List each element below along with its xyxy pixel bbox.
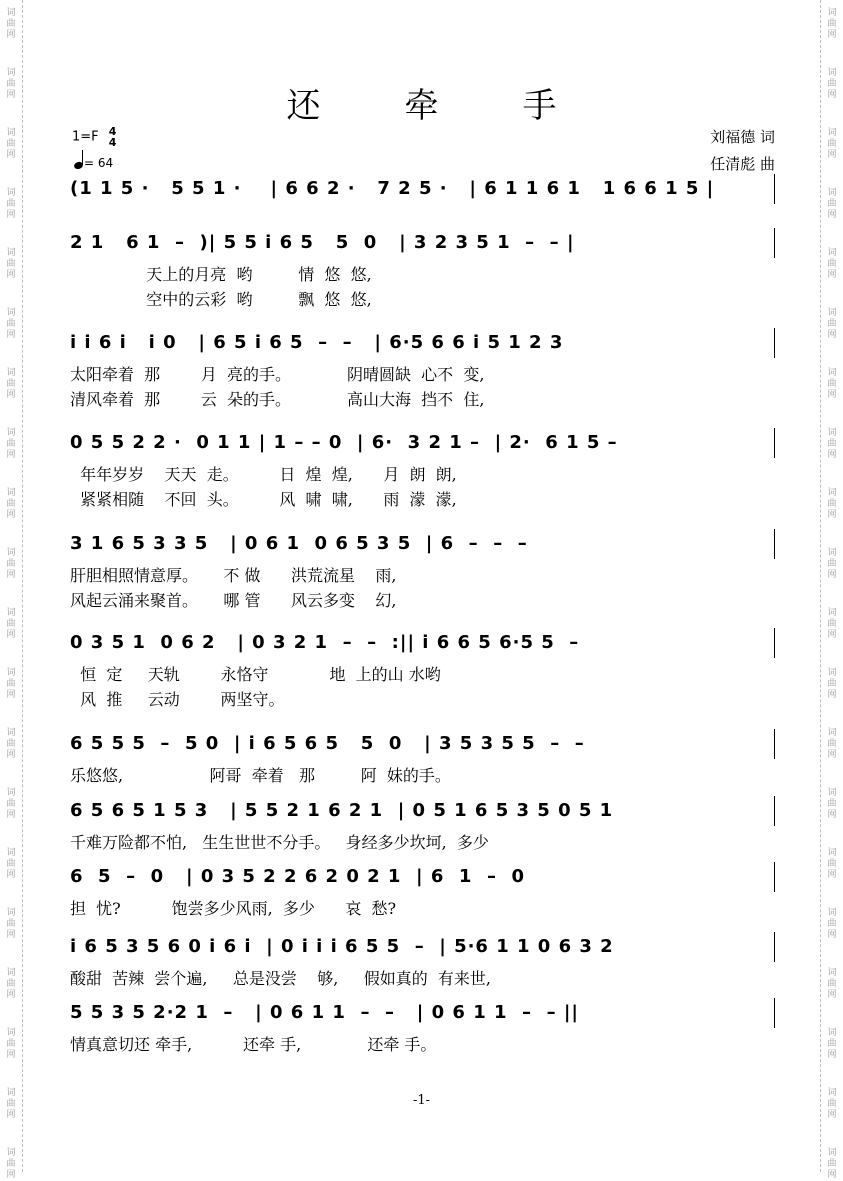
bar-line (774, 628, 775, 658)
bar-line (774, 328, 775, 358)
key-label: 1=F (72, 129, 99, 145)
watermark-text: 词 曲 网 (6, 788, 16, 820)
watermark-text: 词 曲 网 (827, 428, 837, 460)
bar-line (774, 729, 775, 759)
watermark-text: 词 曲 网 (827, 848, 837, 880)
notation-line: i 6 5 3 5 6 0 i 6 i | 0 i i i 6 5 5 – | 5·6 1 1 0 6 3 2 (70, 936, 614, 957)
watermark-text: 词 曲 网 (827, 1088, 837, 1120)
bar-line (774, 998, 775, 1028)
notation-line: 0 3 5 1 0 6 2 | 0 3 2 1 – – :|| i 6 6 5 6·5 5 – (70, 632, 580, 653)
tempo-value: = 64 (84, 156, 114, 170)
watermark-text: 词 曲 网 (6, 188, 16, 220)
note-stem (82, 150, 83, 165)
watermark-text: 词 曲 网 (827, 128, 837, 160)
composer: 任清彪 曲 (710, 155, 775, 173)
watermark-text: 词 曲 网 (6, 728, 16, 760)
watermark-text: 词 曲 网 (6, 1028, 16, 1060)
lyric-line: 担 忧? 饱尝多少风雨, 多少 哀 愁? (70, 899, 397, 918)
lyric-line: 太阳牵着 那 月 亮的手。 阴晴圆缺 心不 变, (70, 365, 485, 384)
watermark-text: 词 曲 网 (827, 668, 837, 700)
watermark-text: 词 曲 网 (827, 608, 837, 640)
notation-line: 6 5 5 5 – 5 0 | i 6 5 6 5 5 0 | 3 5 3 5 5 – – (70, 733, 585, 754)
watermark-text: 词 曲 网 (827, 548, 837, 580)
notation-line: 6 5 – 0 | 0 3 5 2 2 6 2 0 2 1 | 6 1 – 0 (70, 866, 526, 887)
lyric-line: 天上的月亮 哟 情 悠 悠, (70, 265, 372, 284)
bar-line (774, 174, 775, 204)
watermark-text: 词 曲 网 (827, 788, 837, 820)
lyric-line: 年年岁岁 天天 走。 日 煌 煌, 月 朗 朗, (70, 465, 457, 484)
watermark-text: 词 曲 网 (6, 68, 16, 100)
watermark-text: 词 曲 网 (6, 548, 16, 580)
watermark-text: 词 曲 网 (827, 728, 837, 760)
watermark-text: 词 曲 网 (827, 368, 837, 400)
notation-line: i i 6 i i 0 | 6 5 i 6 5 – – | 6·5 6 6 i 5 1 2 3 (70, 332, 564, 353)
lyric-line: 风起云涌来聚首。 哪 管 风云多变 幻, (70, 591, 397, 610)
watermark-text: 词 曲 网 (827, 308, 837, 340)
tempo-mark (74, 152, 113, 170)
bar-line (774, 529, 775, 559)
notation-line: 5 5 3 5 2·2 1 – | 0 6 1 1 – – | 0 6 1 1 – – || (70, 1002, 579, 1023)
bar-line (774, 228, 775, 258)
watermark-text: 词 曲 网 (6, 1148, 16, 1180)
title-char: 还 (286, 86, 321, 126)
bar-line (774, 862, 775, 892)
watermark-text: 词 曲 网 (6, 488, 16, 520)
time-bottom: 4 (108, 136, 117, 149)
watermark-text: 词 曲 网 (6, 908, 16, 940)
notation-line: 0 5 5 2 2 · 0 1 1 | 1 – – 0 | 6· 3 2 1 – | 2· 6 1 5 – (70, 432, 618, 453)
watermark-text: 词 曲 网 (827, 248, 837, 280)
lyric-line: 肝胆相照情意厚。 不 做 洪荒流星 雨, (70, 566, 397, 585)
time-top: 4 (108, 125, 117, 138)
credits (710, 124, 775, 178)
title-char: 手 (522, 86, 557, 126)
lyricist: 刘福德 词 (710, 128, 775, 146)
watermark-text: 词 曲 网 (6, 1088, 16, 1120)
time-signature (109, 126, 117, 148)
watermark-text: 词 曲 网 (827, 488, 837, 520)
watermark-text: 词 曲 网 (6, 668, 16, 700)
watermark-text: 词 曲 网 (6, 248, 16, 280)
bar-line (774, 796, 775, 826)
key-signature (72, 126, 116, 148)
bar-line (774, 428, 775, 458)
bar-line (774, 932, 775, 962)
lyric-line: 紧紧相随 不回 头。 风 啸 啸, 雨 濛 濛, (70, 490, 457, 509)
watermark-text: 词 曲 网 (827, 8, 837, 40)
watermark-text: 词 曲 网 (827, 908, 837, 940)
lyric-line: 清风牵着 那 云 朵的手。 高山大海 挡不 住, (70, 390, 485, 409)
notation-line: 2 1 6 1 – )| 5 5 i 6 5 5 0 | 3 2 3 5 1 – – | (70, 232, 575, 253)
watermark-text: 词 曲 网 (827, 188, 837, 220)
watermark-text: 词 曲 网 (6, 968, 16, 1000)
watermark-text: 词 曲 网 (827, 1148, 837, 1180)
lyric-line: 风 推 云动 两坚守。 (70, 690, 285, 709)
lyric-line: 乐悠悠, 阿哥 牵着 那 阿 妹的手。 (70, 766, 451, 785)
lyric-line: 空中的云彩 哟 飘 悠 悠, (70, 290, 372, 309)
song-title (0, 78, 843, 127)
watermark-text: 词 曲 网 (6, 308, 16, 340)
watermark-text: 词 曲 网 (6, 848, 16, 880)
notation-line: 3 1 6 5 3 3 5 | 0 6 1 0 6 5 3 5 | 6 – – – (70, 533, 528, 554)
page-number: -1- (412, 1093, 431, 1108)
lyric-line: 情真意切还 牵手, 还牵 手, 还牵 手。 (70, 1035, 437, 1054)
watermark-text: 词 曲 网 (827, 1028, 837, 1060)
watermark-text: 词 曲 网 (6, 608, 16, 640)
watermark-text: 词 曲 网 (827, 68, 837, 100)
lyric-line: 恒 定 天轨 永恪守 地 上的山 水哟 (70, 665, 441, 684)
watermark-text: 词 曲 网 (6, 128, 16, 160)
notation-line: (1 1 5 · 5 5 1 · | 6 6 2 · 7 2 5 · | 6 1 1 6 1 1 6 6 1 5 | (70, 178, 715, 199)
lyric-line: 酸甜 苦辣 尝个遍, 总是没尝 够, 假如真的 有来世, (70, 969, 491, 988)
watermark-text: 词 曲 网 (6, 428, 16, 460)
watermark-text: 词 曲 网 (827, 968, 837, 1000)
watermark-text: 词 曲 网 (6, 8, 16, 40)
lyric-line: 千难万险都不怕, 生生世世不分手。 身经多少坎坷, 多少 (70, 833, 489, 852)
watermark-text: 词 曲 网 (6, 368, 16, 400)
title-char: 牵 (404, 86, 439, 126)
notation-line: 6 5 6 5 1 5 3 | 5 5 2 1 6 2 1 | 0 5 1 6 5 3 5 0 5 1 (70, 800, 614, 821)
